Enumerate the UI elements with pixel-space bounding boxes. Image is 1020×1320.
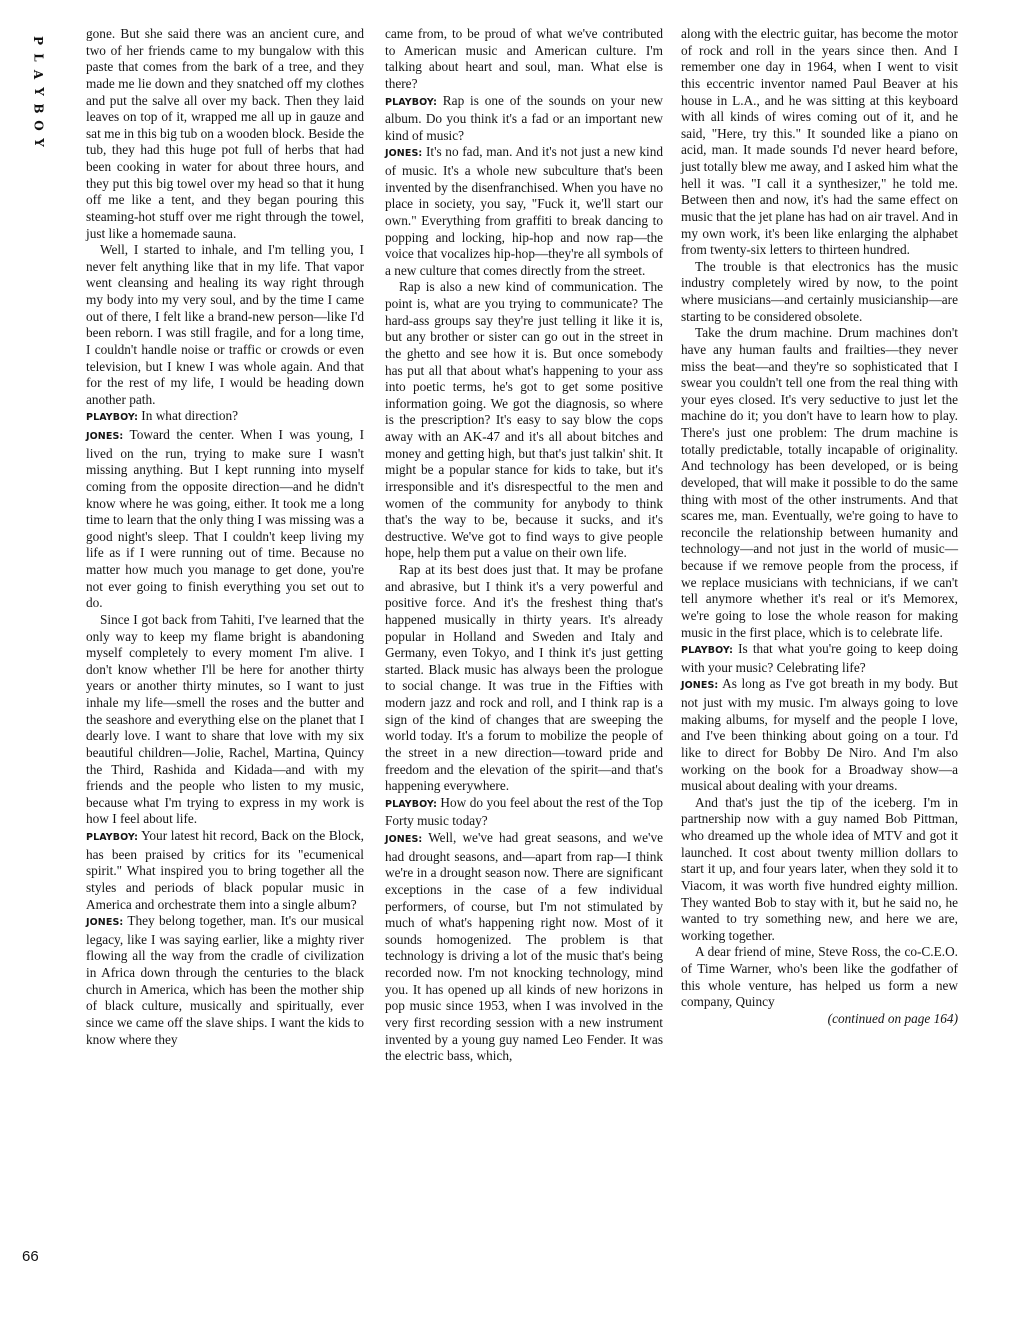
paragraph-text: As long as I've got breath in my body. But not just with my music. I'm always going to love making albums, for myself and the people I love, and I've been thinking about going on a tour. I'd like to direct for Bobby De Niro. And I'm also working on the book for a Broadway show—a musical about dealing with your dreams. xyxy=(681,676,958,794)
interviewer-question xyxy=(385,93,663,145)
paragraph-text: In what direction? xyxy=(137,408,239,424)
masthead-letter: L xyxy=(31,53,46,62)
masthead-letter: P xyxy=(31,35,46,46)
speaker-label: PLAYBOY: xyxy=(86,832,138,843)
paragraph-text: Toward the center. When I was young, I lived on the run, trying to make sure I wasn't missing anything. But I kept running into myself coming from the opposite direction—and he didn't know where he was going, either. It took me a long time to learn that the only thing I was missing was a good night's sleep. That I couldn't keep living my life as if I were running out of time. Because no matter how much you manage to get done, you're not ever going to finish everything you set out to do. xyxy=(86,427,364,611)
playboy-masthead xyxy=(30,32,46,151)
paragraph-text: It's no fad, man. And it's not just a new kind of music. It's a whole new subculture that's been invented by the disenfranchised. When you have no place in society, you say, "Fuck it, we'll start our own." Everything from graffiti to break dancing to popping and locking, hip-hop and now rap—the voice that vocalizes hip-hop—they're all symbols of a new culture that comes directly from the street. xyxy=(385,144,663,278)
subject-answer xyxy=(86,913,364,1048)
text-column-2 xyxy=(385,26,663,1065)
paragraph: Take the drum machine. Drum machines don't have any human faults and frailties—they never miss the beat—and they're so sophisticated that I swear you couldn't tell one from the real thing with your eyes closed. It's very seductive to just let the machine do it; you don't have to learn how to play. There's just one problem: The drum machine is totally predictable, totally incapable of originality. And technology has been developed, or is being developed, that will make it possible to do the same thing with most of the other instruments. And that scares me, man. Eventually, we're going to have to reconcile the relationship between humanity and technology—and not just in the world of music—because if we remove people from the process, if we replace musicians with technicians, if we can't tell anymore whether it's real or it's Memorex, we're going to lose the whole reason for making music in the first place, which is to celebrate life. xyxy=(681,325,958,640)
paragraph: Rap is also a new kind of communication. The point is, what are you trying to communicate? The hard-ass groups say they're just telling it like it is, but any brother or sister can go out in the street in the ghetto and see how it is. But once somebody has put all that about what's happening to your ass into poetic terms, he's got to get some positive information going. We got the diagnosis, so where is the prescription? It's easy to say blow the cops away with an AK-47 and it's all about bitches and money and getting high, but that's just talkin' shit. It might be a popular stance for kids to take, but it's irresponsible and it's disrespectful to the men and women of the community for anybody to think that's the way to be, because it sucks, and it's destructive. We've got to find ways to give people hope, help them put a value on their own life. xyxy=(385,279,663,561)
speaker-label: JONES: xyxy=(86,431,124,442)
paragraph: And that's just the tip of the iceberg. I'm in partnership now with a guy named Bob Pittman, who dreamed up the whole idea of MTV and got it launched. It cost about twenty million dollars to start it up, and four years later, when they sold it to Viacom, it was worth five hundred eighty million. They wanted Bob to stay with it, but he said no, he wanted to try something new, and here we are, working together. xyxy=(681,794,958,943)
paragraph-text: Your latest hit record, Back on the Block, has been praised by critics for its "ecumenical spirit." What inspired you to bring together all the styles and periods of black popular music in America and orchestrate them into a single album? xyxy=(86,828,364,912)
text-column-3 xyxy=(681,26,958,1028)
continued-note: (continued on page 164) xyxy=(827,1010,958,1026)
paragraph-text: Is that what you're going to keep doing with your music? Celebrating life? xyxy=(681,641,958,675)
subject-answer xyxy=(385,144,663,279)
interviewer-question xyxy=(86,408,364,427)
paragraph-text: Well, we've had great seasons, and we've had drought seasons, and—apart from rap—I think we're in a drought season now. There are significant exceptions in the case of a few individual performers, of course, but I'm not stimulated by much of what's happening right now. Most of it sounds homogenized. The problem is that technology is driving a lot of the music that's being recorded now. I'm not knocking technology, mind you. It has opened up all kinds of new horizons in pop music since 1953, when I was involved in the very first recording session with a new instrument invented by a young guy named Leo Fender. It was the electric bass, which, xyxy=(385,830,663,1064)
paragraph: Since I got back from Tahiti, I've learned that the only way to keep my flame bright is abandoning myself completely to every moment I'm alive. I don't know whether I'll be here for another thirty years or another thirty minutes, so I want to just inhale my life—smell the roses and the butter and the seashore and everything else on the planet that I dearly love. I want to share that love with my six beautiful children—Jolie, Rachel, Martina, Quincy the Third, Rashida and Kidada—and with my friends and the people who listen to my music, because what I'm trying to express in my work is how I feel about life. xyxy=(86,611,364,827)
masthead-letter: A xyxy=(31,69,46,80)
speaker-label: JONES: xyxy=(86,917,124,929)
speaker-label: JONES: xyxy=(385,834,423,845)
speaker-label: JONES: xyxy=(385,148,423,160)
paragraph: Well, I started to inhale, and I'm telling you, I never felt anything like that in my life. That vapor went cleansing and healing its way right through my body into my very soul, and by the time I came out of there, I felt like a brand-new person—like I'd been reborn. I was still fragile, and for a long time, I couldn't handle noise or traffic or crowds or even television, but I knew I was whole again. And that for the rest of my life, I would be heading down another path. xyxy=(86,242,364,407)
text-column-1 xyxy=(86,26,364,1048)
interviewer-question xyxy=(385,795,663,830)
paragraph: came from, to be proud of what we've contributed to American music and American culture. I'm talking about heart and soul, man. What else is there? xyxy=(385,26,663,91)
speaker-label: JONES: xyxy=(681,680,719,692)
paragraph-text: They belong together, man. It's our musical legacy, like I was saying earlier, like a mighty river flowing all the way from the cradle of civilization in Africa down through the centuries to the black church in America, which has been the mother ship of black culture, musically and spiritually, ever since we came off the slave ships. I want the kids to know where they xyxy=(86,913,364,1047)
paragraph: along with the electric guitar, has become the motor of rock and roll in the years since then. And I remember one day in 1964, when I went to visit this eccentric inventor named Paul Beaver at his house in L.A., and he was sitting at this keyboard with all kinds of wires coming out of it, and he said, "Here, try this." It sounded like a piano on acid, man. It made sounds I'd never heard before, just totally blew me away, and I asked him what the hell it was. "I call it a synthesizer," he told me. Between then and now, it's had the same effect on music that the jet plane has had on air travel. And in my own work, it's been like enlarging the alphabet from twenty-six letters to thirteen hundred. xyxy=(681,26,958,258)
paragraph: The trouble is that electronics has the music industry completely wired by now, to the point where musicians—and certainly musicianship—are starting to be considered obsolete. xyxy=(681,258,958,324)
masthead-letter: Y xyxy=(31,87,46,96)
subject-answer xyxy=(385,830,663,1065)
paragraph-text: Rap is one of the sounds on your new album. Do you think it's a fad or an important new kind of music? xyxy=(385,92,663,143)
paragraph: Rap at its best does just that. It may be profane and abrasive, but I think it's a very powerful and positive force. And it's the freshest thing that's happened musically in thirty years. It's already popular in Holland and Sweden and Italy and Germany, even Tokyo, and I think it's just getting started. Black music has always been the prologue to social change. It was true in the Fifties with modern jazz and rock and roll, and I think rap is a sign of the kind of changes that are sweeping the world today. It's a forum to mobilize the people of the street in a new direction—toward pride and freedom and the elevation of the spirit—and that's happening everywhere. xyxy=(385,562,663,794)
masthead-letter: Y xyxy=(31,138,46,147)
masthead-letter: B xyxy=(31,103,46,114)
page-number: 66 xyxy=(22,1248,39,1265)
speaker-label: PLAYBOY: xyxy=(385,96,437,108)
masthead-letter: O xyxy=(31,120,46,131)
speaker-label: PLAYBOY: xyxy=(681,645,733,657)
interviewer-question xyxy=(86,828,364,913)
paragraph-text: How do you feel about the rest of the Top Forty music today? xyxy=(385,794,663,829)
speaker-label: PLAYBOY: xyxy=(385,798,437,810)
paragraph: gone. But she said there was an ancient cure, and two of her friends came to my bungalow with this paste that comes from the bark of a tree, and they made me lie down and they snatched off my clothes and put the salve all over my back. Then they laid leaves on top of it, wrapped me all up in gauze and sat me in this big tub on a wooden block. Beside the tub, they had this huge pot full of herbs that had been cooking in water for about three hours, and they put this big towel over my head so that it hung off me like a tent, and they began pouring this steaming-hot stuff over me right through the towel, just like a homemade sauna. xyxy=(86,26,364,241)
subject-answer xyxy=(681,676,958,794)
paragraph: A dear friend of mine, Steve Ross, the co-C.E.O. of Time Warner, who's been like the godfather of this whole venture, has helped us form a new company, Quincy xyxy=(681,944,958,1010)
interviewer-question xyxy=(681,641,958,676)
speaker-label: PLAYBOY: xyxy=(86,412,138,424)
subject-answer xyxy=(86,427,364,612)
